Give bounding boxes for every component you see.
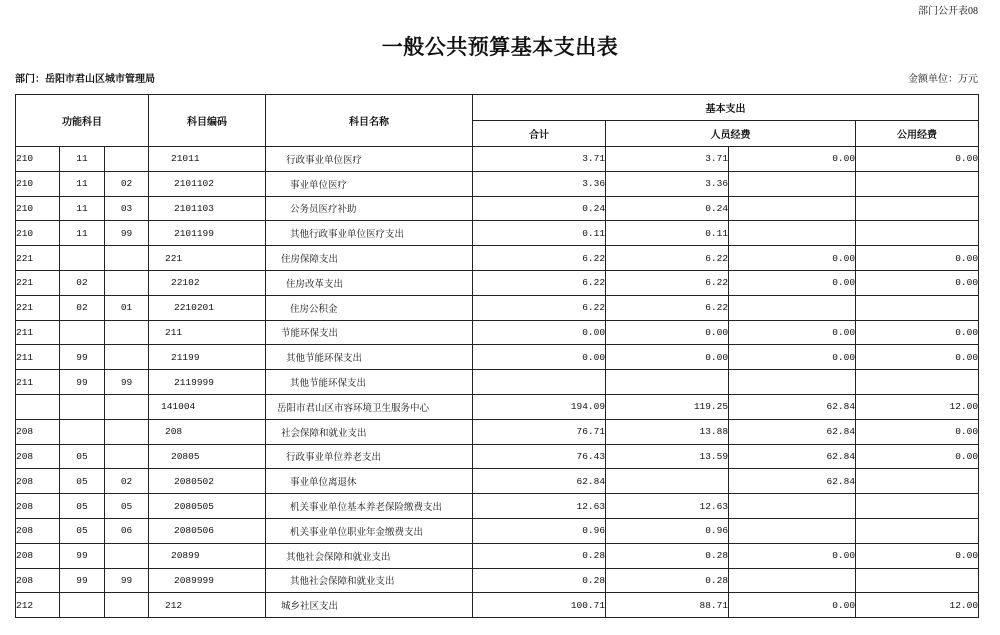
table-header xyxy=(16,95,979,147)
public-cell xyxy=(856,221,979,246)
table-row xyxy=(16,221,979,246)
func-item-cell xyxy=(60,394,105,419)
personnel-cell-b: 0.00 xyxy=(729,147,856,172)
func-class-cell: 221 xyxy=(16,295,60,320)
page-title: 一般公共预算基本支出表 xyxy=(381,35,619,59)
total-cell: 76.71 xyxy=(473,419,606,444)
public-cell: 0.00 xyxy=(856,147,979,172)
personnel-cell-b xyxy=(729,171,856,196)
personnel-cell-a: 13.88 xyxy=(606,419,729,444)
personnel-cell-b xyxy=(729,295,856,320)
personnel-cell-b: 62.84 xyxy=(729,394,856,419)
department-label: 部门：岳阳市君山区城市管理局 xyxy=(15,74,155,85)
total-cell: 6.22 xyxy=(473,270,606,295)
personnel-cell-b xyxy=(729,494,856,519)
public-cell: 12.00 xyxy=(856,593,979,618)
func-item-cell xyxy=(60,419,105,444)
func-item-cell: 05 xyxy=(60,518,105,543)
subject-name-cell: 事业单位医疗 xyxy=(266,171,473,196)
personnel-cell-a: 0.24 xyxy=(606,196,729,221)
func-class-cell: 211 xyxy=(16,320,60,345)
personnel-cell-a: 6.22 xyxy=(606,246,729,271)
subject-name-cell: 其他社会保障和就业支出 xyxy=(266,568,473,593)
subject-code-cell: 22102 xyxy=(149,270,266,295)
func-item-cell: 99 xyxy=(60,543,105,568)
total-cell: 6.22 xyxy=(473,246,606,271)
table-row xyxy=(16,419,979,444)
func-class-cell: 221 xyxy=(16,246,60,271)
total-cell: 0.96 xyxy=(473,518,606,543)
personnel-cell-a: 0.00 xyxy=(606,345,729,370)
total-cell: 0.00 xyxy=(473,345,606,370)
func-item-cell: 11 xyxy=(60,171,105,196)
personnel-cell-a: 12.63 xyxy=(606,494,729,519)
table-row xyxy=(16,394,979,419)
table-row xyxy=(16,171,979,196)
table-row xyxy=(16,345,979,370)
personnel-cell-b: 0.00 xyxy=(729,543,856,568)
form-number: 部门公开表08 xyxy=(918,6,978,17)
personnel-cell-b xyxy=(729,370,856,395)
table-row xyxy=(16,444,979,469)
subject-name-cell: 岳阳市君山区市容环境卫生服务中心 xyxy=(266,394,473,419)
subject-name-cell: 其他社会保障和就业支出 xyxy=(266,543,473,568)
subject-code-cell: 208 xyxy=(149,419,266,444)
total-cell xyxy=(473,370,606,395)
table-row xyxy=(16,270,979,295)
public-cell xyxy=(856,295,979,320)
func-subitem-cell: 05 xyxy=(105,494,149,519)
total-cell: 76.43 xyxy=(473,444,606,469)
subject-code-cell: 221 xyxy=(149,246,266,271)
personnel-cell-a: 3.71 xyxy=(606,147,729,172)
personnel-cell-a: 0.96 xyxy=(606,518,729,543)
personnel-cell-b: 0.00 xyxy=(729,593,856,618)
func-item-cell xyxy=(60,593,105,618)
func-item-cell: 11 xyxy=(60,196,105,221)
table-row xyxy=(16,568,979,593)
func-item-cell: 02 xyxy=(60,270,105,295)
personnel-cell-a: 6.22 xyxy=(606,270,729,295)
total-cell: 0.28 xyxy=(473,568,606,593)
public-cell: 0.00 xyxy=(856,543,979,568)
budget-table xyxy=(15,94,979,618)
header-personnel: 人员经费 xyxy=(606,121,856,147)
subject-name-cell: 行政事业单位医疗 xyxy=(266,147,473,172)
func-item-cell: 99 xyxy=(60,345,105,370)
public-cell: 0.00 xyxy=(856,444,979,469)
public-cell xyxy=(856,370,979,395)
personnel-cell-a: 13.59 xyxy=(606,444,729,469)
subject-code-cell: 2119999 xyxy=(149,370,266,395)
func-item-cell xyxy=(60,246,105,271)
subject-name-cell: 节能环保支出 xyxy=(266,320,473,345)
subject-name-cell: 行政事业单位养老支出 xyxy=(266,444,473,469)
func-class-cell: 208 xyxy=(16,568,60,593)
func-subitem-cell xyxy=(105,147,149,172)
func-subitem-cell xyxy=(105,270,149,295)
total-cell: 12.63 xyxy=(473,494,606,519)
total-cell: 100.71 xyxy=(473,593,606,618)
func-item-cell: 05 xyxy=(60,469,105,494)
header-func-subject: 功能科目 xyxy=(16,95,149,147)
func-subitem-cell xyxy=(105,419,149,444)
total-cell: 62.84 xyxy=(473,469,606,494)
personnel-cell-b: 62.84 xyxy=(729,419,856,444)
func-class-cell: 211 xyxy=(16,345,60,370)
func-item-cell: 02 xyxy=(60,295,105,320)
total-cell: 0.00 xyxy=(473,320,606,345)
personnel-cell-a: 6.22 xyxy=(606,295,729,320)
personnel-cell-a: 0.11 xyxy=(606,221,729,246)
public-cell: 0.00 xyxy=(856,270,979,295)
personnel-cell-b xyxy=(729,568,856,593)
table-row xyxy=(16,518,979,543)
amount-unit-label: 金额单位：万元 xyxy=(908,74,978,85)
personnel-cell-a: 119.25 xyxy=(606,394,729,419)
func-subitem-cell xyxy=(105,246,149,271)
func-class-cell: 211 xyxy=(16,370,60,395)
public-cell: 0.00 xyxy=(856,345,979,370)
func-class-cell: 208 xyxy=(16,444,60,469)
public-cell xyxy=(856,196,979,221)
personnel-cell-a: 0.28 xyxy=(606,543,729,568)
subject-code-cell: 2101102 xyxy=(149,171,266,196)
func-subitem-cell: 06 xyxy=(105,518,149,543)
func-class-cell: 208 xyxy=(16,518,60,543)
func-class-cell: 212 xyxy=(16,593,60,618)
subject-code-cell: 2210201 xyxy=(149,295,266,320)
func-subitem-cell: 01 xyxy=(105,295,149,320)
header-total: 合计 xyxy=(473,121,606,147)
subject-name-cell: 机关事业单位职业年金缴费支出 xyxy=(266,518,473,543)
subject-name-cell: 住房公积金 xyxy=(266,295,473,320)
subject-name-cell: 机关事业单位基本养老保险缴费支出 xyxy=(266,494,473,519)
func-subitem-cell xyxy=(105,345,149,370)
func-subitem-cell: 99 xyxy=(105,370,149,395)
func-class-cell: 208 xyxy=(16,543,60,568)
subject-code-cell: 2080505 xyxy=(149,494,266,519)
total-cell: 0.24 xyxy=(473,196,606,221)
total-cell: 0.11 xyxy=(473,221,606,246)
personnel-cell-b xyxy=(729,196,856,221)
table-row xyxy=(16,370,979,395)
func-item-cell xyxy=(60,320,105,345)
subject-code-cell: 2089999 xyxy=(149,568,266,593)
func-item-cell: 11 xyxy=(60,147,105,172)
subject-code-cell: 141004 xyxy=(149,394,266,419)
subject-code-cell: 2080506 xyxy=(149,518,266,543)
total-cell: 3.36 xyxy=(473,171,606,196)
public-cell: 0.00 xyxy=(856,246,979,271)
func-item-cell: 05 xyxy=(60,444,105,469)
personnel-cell-b xyxy=(729,518,856,543)
total-cell: 3.71 xyxy=(473,147,606,172)
subject-code-cell: 20899 xyxy=(149,543,266,568)
subject-code-cell: 20805 xyxy=(149,444,266,469)
func-item-cell: 99 xyxy=(60,568,105,593)
total-cell: 0.28 xyxy=(473,543,606,568)
func-subitem-cell: 99 xyxy=(105,221,149,246)
func-class-cell: 208 xyxy=(16,494,60,519)
func-subitem-cell xyxy=(105,320,149,345)
public-cell xyxy=(856,568,979,593)
func-class-cell: 208 xyxy=(16,469,60,494)
public-cell: 0.00 xyxy=(856,419,979,444)
func-class-cell: 210 xyxy=(16,147,60,172)
personnel-cell-b: 0.00 xyxy=(729,320,856,345)
subject-name-cell: 城乡社区支出 xyxy=(266,593,473,618)
personnel-cell-a: 3.36 xyxy=(606,171,729,196)
table-row xyxy=(16,494,979,519)
personnel-cell-b xyxy=(729,221,856,246)
subject-name-cell: 其他节能环保支出 xyxy=(266,370,473,395)
subject-name-cell: 公务员医疗补助 xyxy=(266,196,473,221)
public-cell: 12.00 xyxy=(856,394,979,419)
public-cell xyxy=(856,469,979,494)
subject-code-cell: 21011 xyxy=(149,147,266,172)
func-subitem-cell: 02 xyxy=(105,469,149,494)
func-item-cell: 99 xyxy=(60,370,105,395)
table-row xyxy=(16,593,979,618)
func-subitem-cell xyxy=(105,394,149,419)
func-subitem-cell: 99 xyxy=(105,568,149,593)
func-subitem-cell xyxy=(105,593,149,618)
personnel-cell-b: 0.00 xyxy=(729,345,856,370)
subject-name-cell: 其他节能环保支出 xyxy=(266,345,473,370)
personnel-cell-a xyxy=(606,370,729,395)
public-cell xyxy=(856,518,979,543)
subject-code-cell: 2101103 xyxy=(149,196,266,221)
func-subitem-cell: 02 xyxy=(105,171,149,196)
personnel-cell-b: 62.84 xyxy=(729,469,856,494)
header-basic-expense: 基本支出 xyxy=(473,95,979,121)
personnel-cell-b: 62.84 xyxy=(729,444,856,469)
table-row xyxy=(16,147,979,172)
subject-name-cell: 事业单位离退休 xyxy=(266,469,473,494)
header-public: 公用经费 xyxy=(856,121,979,147)
subject-name-cell: 住房改革支出 xyxy=(266,270,473,295)
subject-name-cell: 住房保障支出 xyxy=(266,246,473,271)
func-class-cell: 221 xyxy=(16,270,60,295)
func-class-cell: 210 xyxy=(16,221,60,246)
func-subitem-cell xyxy=(105,444,149,469)
personnel-cell-a xyxy=(606,469,729,494)
total-cell: 6.22 xyxy=(473,295,606,320)
table-row xyxy=(16,246,979,271)
subject-code-cell: 211 xyxy=(149,320,266,345)
public-cell: 0.00 xyxy=(856,320,979,345)
func-subitem-cell: 03 xyxy=(105,196,149,221)
subject-code-cell: 2101199 xyxy=(149,221,266,246)
personnel-cell-b: 0.00 xyxy=(729,246,856,271)
table-row xyxy=(16,543,979,568)
personnel-cell-a: 88.71 xyxy=(606,593,729,618)
func-class-cell xyxy=(16,394,60,419)
func-subitem-cell xyxy=(105,543,149,568)
table-row xyxy=(16,295,979,320)
table-body xyxy=(16,147,979,618)
public-cell xyxy=(856,171,979,196)
func-item-cell: 11 xyxy=(60,221,105,246)
total-cell: 194.09 xyxy=(473,394,606,419)
subject-code-cell: 21199 xyxy=(149,345,266,370)
header-subject-name: 科目名称 xyxy=(266,95,473,147)
public-cell xyxy=(856,494,979,519)
table-row xyxy=(16,469,979,494)
subject-name-cell: 社会保障和就业支出 xyxy=(266,419,473,444)
func-item-cell: 05 xyxy=(60,494,105,519)
table-row xyxy=(16,196,979,221)
subject-name-cell: 其他行政事业单位医疗支出 xyxy=(266,221,473,246)
func-class-cell: 210 xyxy=(16,171,60,196)
func-class-cell: 208 xyxy=(16,419,60,444)
subject-code-cell: 212 xyxy=(149,593,266,618)
table-row xyxy=(16,320,979,345)
subject-code-cell: 2080502 xyxy=(149,469,266,494)
func-class-cell: 210 xyxy=(16,196,60,221)
personnel-cell-a: 0.00 xyxy=(606,320,729,345)
personnel-cell-b: 0.00 xyxy=(729,270,856,295)
personnel-cell-a: 0.28 xyxy=(606,568,729,593)
header-subject-code: 科目编码 xyxy=(149,95,266,147)
